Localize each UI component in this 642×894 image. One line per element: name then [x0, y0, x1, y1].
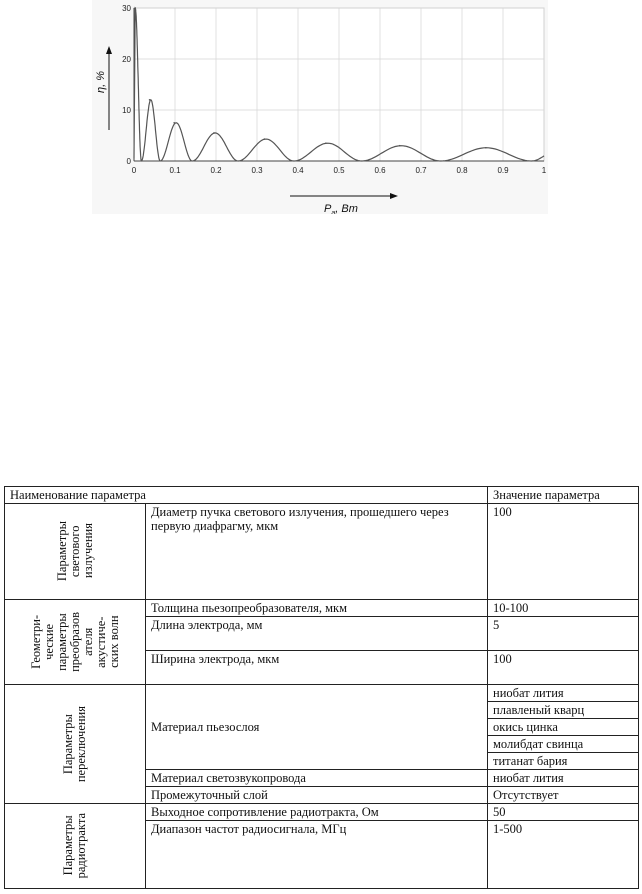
data-point — [264, 138, 266, 140]
table-row — [5, 804, 639, 821]
material-option: титанат бария — [488, 753, 639, 770]
param-value: 100 — [488, 504, 639, 600]
y-tick-label: 10 — [122, 106, 131, 115]
param-name: Длина электрода, мм — [146, 617, 488, 651]
x-tick-label: 0.5 — [333, 166, 345, 175]
data-point — [399, 145, 401, 147]
x-tick-label: 0.3 — [251, 166, 263, 175]
header-value-cell: Значение параметра — [488, 487, 639, 504]
table-header-row — [5, 487, 639, 504]
data-point — [134, 7, 136, 9]
x-tick-label: 0 — [131, 166, 137, 175]
param-value: 100 — [488, 651, 639, 685]
efficiency-chart — [92, 0, 548, 214]
x-tick-label: 0.7 — [415, 166, 427, 175]
param-value: 50 — [488, 804, 639, 821]
param-name: Промежуточный слой — [146, 787, 488, 804]
x-axis-label: $P_а$, Вт — [324, 203, 358, 214]
data-point — [149, 99, 151, 101]
param-value: Отсутствует — [488, 787, 639, 804]
x-tick-label: 0.8 — [456, 166, 468, 175]
group-label-radio: Параметры радиотракта — [5, 804, 146, 889]
x-tick-label: 0.6 — [374, 166, 386, 175]
material-option: молибдат свинца — [488, 736, 639, 753]
param-value: 5 — [488, 617, 639, 651]
y-axis-label: η, % — [95, 71, 107, 93]
param-name: Диапазон частот радиосигнала, МГц — [146, 821, 488, 889]
data-point — [325, 142, 327, 144]
param-name: Диаметр пучка светового излучения, прошедшего через первую диафрагму, мкм — [146, 504, 488, 600]
table-row — [5, 504, 639, 600]
param-name: Ширина электрода, мкм — [146, 651, 488, 685]
parameters-table — [4, 486, 639, 889]
param-name: Материал светозвукопровода — [146, 770, 488, 787]
chart-grid — [134, 8, 544, 161]
table-row — [5, 600, 639, 617]
x-tick-label: 0.4 — [292, 166, 304, 175]
y-tick-label: 0 — [126, 157, 131, 166]
material-option: окись цинка — [488, 719, 639, 736]
y-tick-label: 20 — [122, 55, 131, 64]
group-label-light: Параметры светового излучения — [5, 504, 146, 600]
param-name: Выходное сопротивление радиотракта, Ом — [146, 804, 488, 821]
data-point — [173, 122, 175, 124]
x-tick-label: 0.1 — [169, 166, 181, 175]
param-name-material: Материал пьезослоя — [146, 685, 488, 770]
param-name: Толщина пьезопреобразователя, мкм — [146, 600, 488, 617]
chart-svg — [92, 0, 548, 214]
param-value: ниобат лития — [488, 770, 639, 787]
header-name-cell: Наименование параметра — [5, 487, 488, 504]
param-value: 1-500 — [488, 821, 639, 889]
group-label-switching: Параметры переключения — [5, 685, 146, 804]
data-point — [485, 147, 487, 149]
group-label-geometry: Геометри- ческие параметры преобразов ателя акустиче- ских волн — [5, 600, 146, 685]
x-axis-arrowhead — [390, 193, 398, 199]
y-axis-arrowhead — [106, 46, 112, 54]
x-tick-label: 0.9 — [497, 166, 509, 175]
material-option: ниобат лития — [488, 685, 639, 702]
table-row — [5, 685, 639, 702]
x-tick-label: 0.2 — [210, 166, 222, 175]
material-option: плавленый кварц — [488, 702, 639, 719]
data-point — [213, 132, 215, 134]
y-tick-label: 30 — [122, 4, 131, 13]
x-tick-label: 1 — [541, 166, 547, 175]
param-value: 10-100 — [488, 600, 639, 617]
